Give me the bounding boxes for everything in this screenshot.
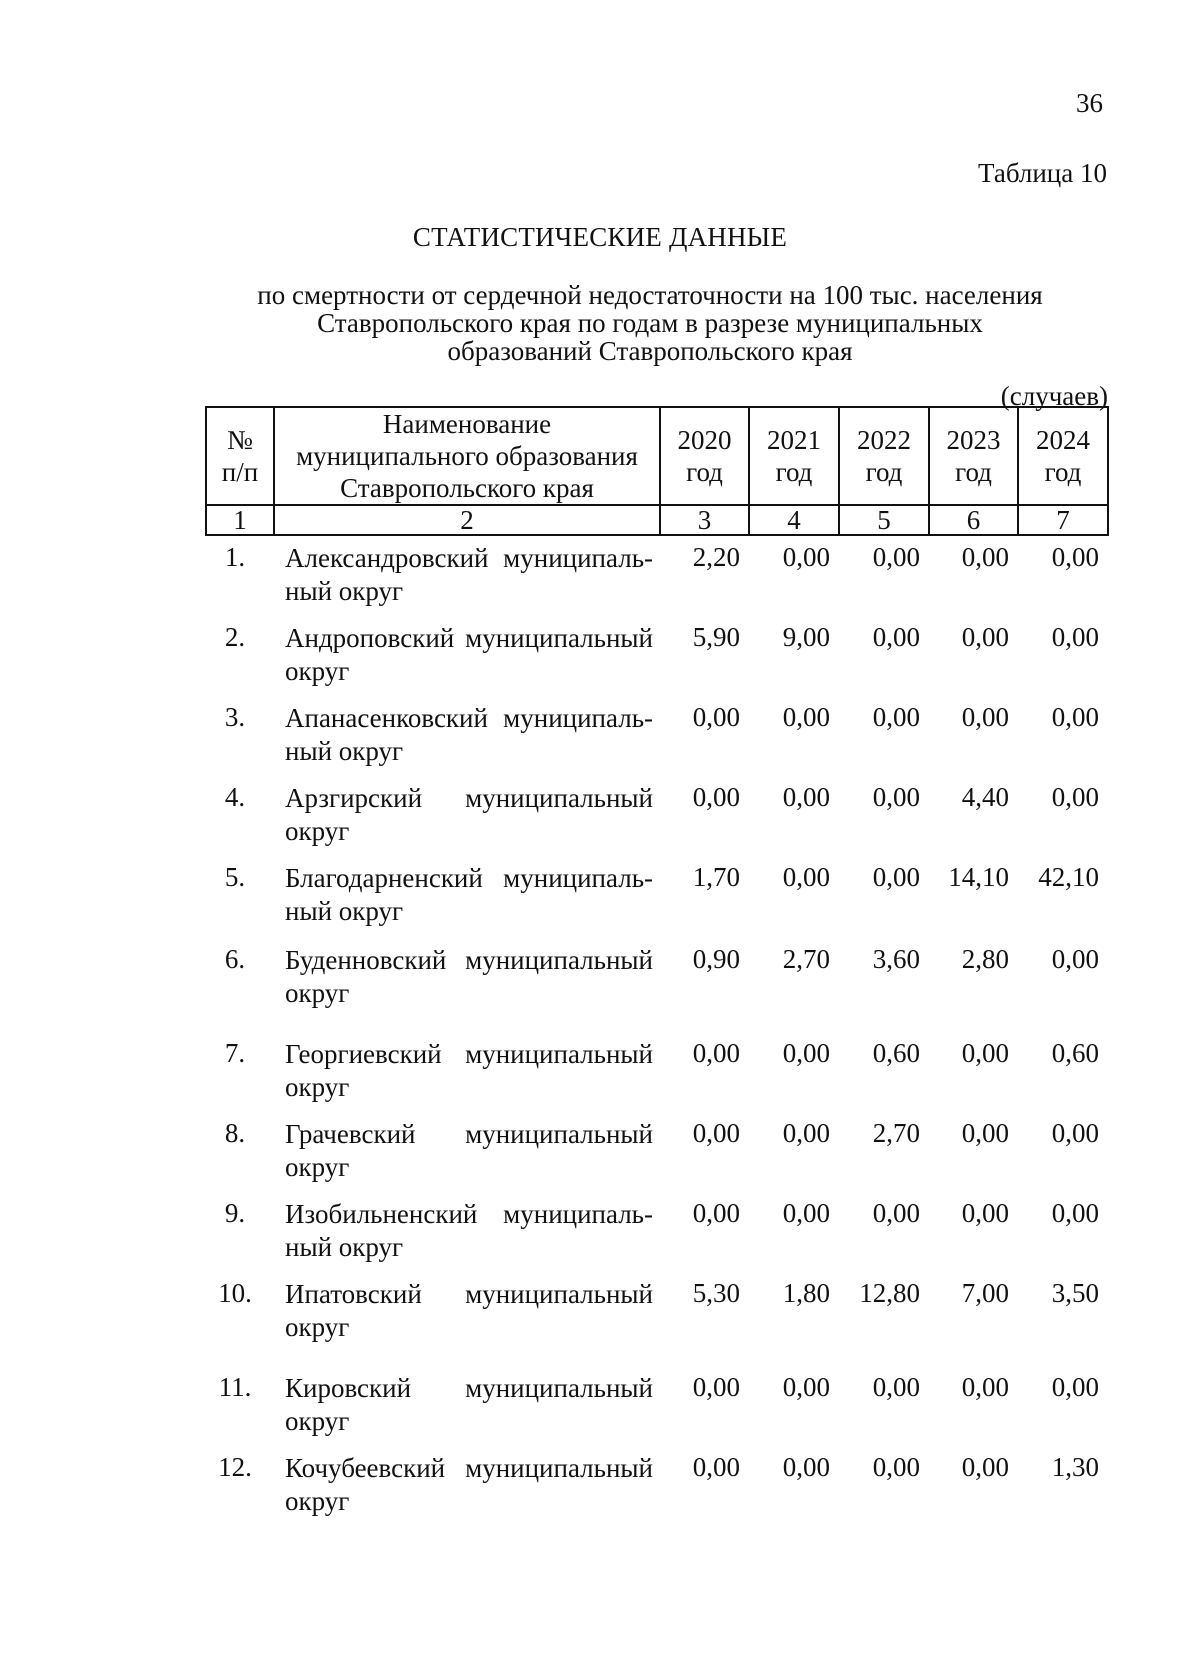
year-value: 0,00	[961, 622, 1009, 652]
municipality-name: Апанасенковский муниципаль-ный округ	[285, 703, 653, 766]
year-value: 0,00	[782, 782, 830, 812]
municipality-name: Грачевский муниципальный округ	[285, 1119, 653, 1182]
year-value: 0,00	[1051, 1372, 1099, 1402]
row-number: 5.	[224, 862, 246, 892]
year-value: 7,00	[961, 1278, 1009, 1308]
year-value: 1,30	[1051, 1452, 1099, 1482]
header-year: 2020 год	[660, 407, 749, 505]
header-no: № п/п	[206, 407, 274, 505]
year-value: 0,00	[782, 702, 830, 732]
row-number: 1.	[224, 542, 246, 572]
year-value: 12,80	[859, 1278, 920, 1308]
table-row	[205, 944, 1107, 1010]
table-row	[205, 542, 1107, 608]
table-row	[205, 862, 1107, 928]
column-number: 2	[274, 505, 660, 535]
year-value: 0,00	[782, 862, 830, 892]
table-row	[205, 1118, 1107, 1184]
year-value: 0,00	[872, 1372, 920, 1402]
header-row	[206, 407, 1108, 505]
year-value: 0,00	[961, 702, 1009, 732]
row-number: 12.	[218, 1452, 252, 1482]
year-value: 0,00	[1051, 622, 1099, 652]
column-number: 6	[929, 505, 1018, 535]
row-number: 7.	[224, 1038, 246, 1068]
year-value: 0,00	[872, 542, 920, 572]
page-number: 36	[1076, 88, 1103, 118]
year-value: 14,10	[948, 862, 1009, 892]
year-value: 0,00	[692, 1118, 740, 1148]
column-number: 1	[206, 505, 274, 535]
row-number: 4.	[224, 782, 246, 812]
table-label: Таблица 10	[978, 158, 1107, 188]
year-value: 0,00	[961, 1038, 1009, 1068]
municipality-name: Георгиевский муниципальный округ	[285, 1039, 653, 1102]
year-value: 0,00	[782, 542, 830, 572]
year-value: 9,00	[782, 622, 830, 652]
table-row	[205, 622, 1107, 688]
year-value: 2,20	[692, 542, 740, 572]
year-value: 0,00	[692, 1452, 740, 1482]
header-year: 2024 год	[1018, 407, 1108, 505]
column-number: 3	[660, 505, 749, 535]
row-number: 6.	[224, 944, 246, 974]
year-value: 0,00	[961, 1118, 1009, 1148]
year-value: 0,00	[782, 1452, 830, 1482]
year-value: 0,00	[782, 1038, 830, 1068]
year-value: 0,00	[872, 782, 920, 812]
table-header	[205, 406, 1109, 536]
year-value: 0,00	[1051, 782, 1099, 812]
header-year: 2021 год	[749, 407, 839, 505]
year-value: 2,70	[872, 1118, 920, 1148]
year-value: 0,60	[872, 1038, 920, 1068]
column-number-row	[206, 505, 1108, 535]
table-row	[205, 1278, 1107, 1344]
year-value: 0,00	[692, 782, 740, 812]
row-number: 10.	[218, 1278, 252, 1308]
municipality-name: Кочубеевский муниципальный округ	[285, 1453, 653, 1516]
year-value: 0,00	[782, 1372, 830, 1402]
year-value: 0,00	[961, 542, 1009, 572]
municipality-name: Благодарненский муниципаль-ный округ	[285, 863, 653, 926]
year-value: 0,00	[1051, 944, 1099, 974]
year-value: 2,80	[961, 944, 1009, 974]
municipality-name: Александровский муниципаль-ный округ	[285, 543, 653, 606]
municipality-name: Кировский муниципальный округ	[285, 1373, 653, 1436]
year-value: 2,70	[782, 944, 830, 974]
header-name: Наименование муниципального образования Ставропольского края	[274, 407, 660, 505]
header-year: 2022 год	[839, 407, 929, 505]
row-number: 9.	[224, 1198, 246, 1228]
year-value: 42,10	[1038, 862, 1099, 892]
municipality-name: Буденновский муниципальный округ	[285, 945, 653, 1008]
year-value: 0,00	[961, 1452, 1009, 1482]
year-value: 3,50	[1051, 1278, 1099, 1308]
year-value: 1,70	[692, 862, 740, 892]
municipality-name: Андроповский муниципальный округ	[285, 623, 653, 686]
table-row	[205, 1038, 1107, 1104]
year-value: 0,00	[782, 1118, 830, 1148]
column-number: 7	[1018, 505, 1108, 535]
municipality-name: Ипатовский муниципальный округ	[285, 1279, 653, 1342]
year-value: 0,00	[872, 1198, 920, 1228]
header-year: 2023 год	[929, 407, 1018, 505]
year-value: 0,00	[961, 1372, 1009, 1402]
table-row	[205, 1372, 1107, 1438]
year-value: 0,00	[1051, 1198, 1099, 1228]
year-value: 0,00	[872, 1452, 920, 1482]
year-value: 0,00	[692, 702, 740, 732]
year-value: 0,00	[782, 1198, 830, 1228]
document-title: СТАТИСТИЧЕСКИЕ ДАННЫЕ	[412, 222, 788, 252]
table-row	[205, 1198, 1107, 1264]
year-value: 5,30	[692, 1278, 740, 1308]
table-row	[205, 702, 1107, 768]
subtitle-line: по смертности от сердечной недостаточности на 100 тыс. населения	[257, 280, 1043, 310]
municipality-name: Арзгирский муниципальный округ	[285, 783, 653, 846]
year-value: 0,00	[692, 1038, 740, 1068]
document-subtitle	[250, 281, 1050, 365]
year-value: 0,00	[872, 622, 920, 652]
units-label: (случаев)	[1000, 381, 1108, 411]
year-value: 0,00	[692, 1372, 740, 1402]
year-value: 0,90	[692, 944, 740, 974]
table-row	[205, 1452, 1107, 1518]
year-value: 0,00	[961, 1198, 1009, 1228]
table-row	[205, 782, 1107, 848]
year-value: 0,00	[872, 862, 920, 892]
row-number: 11.	[218, 1372, 252, 1402]
municipality-name: Изобильненский муниципаль-ный округ	[285, 1199, 653, 1262]
subtitle-line: Ставропольского края по годам в разрезе муниципальных	[317, 308, 983, 338]
year-value: 4,40	[961, 782, 1009, 812]
year-value: 1,80	[782, 1278, 830, 1308]
row-number: 2.	[224, 622, 246, 652]
year-value: 0,00	[1051, 702, 1099, 732]
column-number: 5	[839, 505, 929, 535]
row-number: 8.	[224, 1118, 246, 1148]
year-value: 0,00	[1051, 1118, 1099, 1148]
row-number: 3.	[224, 702, 246, 732]
year-value: 5,90	[692, 622, 740, 652]
year-value: 0,00	[692, 1198, 740, 1228]
subtitle-line: образований Ставропольского края	[447, 336, 853, 366]
year-value: 0,00	[872, 702, 920, 732]
year-value: 0,00	[1051, 542, 1099, 572]
year-value: 3,60	[872, 944, 920, 974]
column-number: 4	[749, 505, 839, 535]
year-value: 0,60	[1051, 1038, 1099, 1068]
